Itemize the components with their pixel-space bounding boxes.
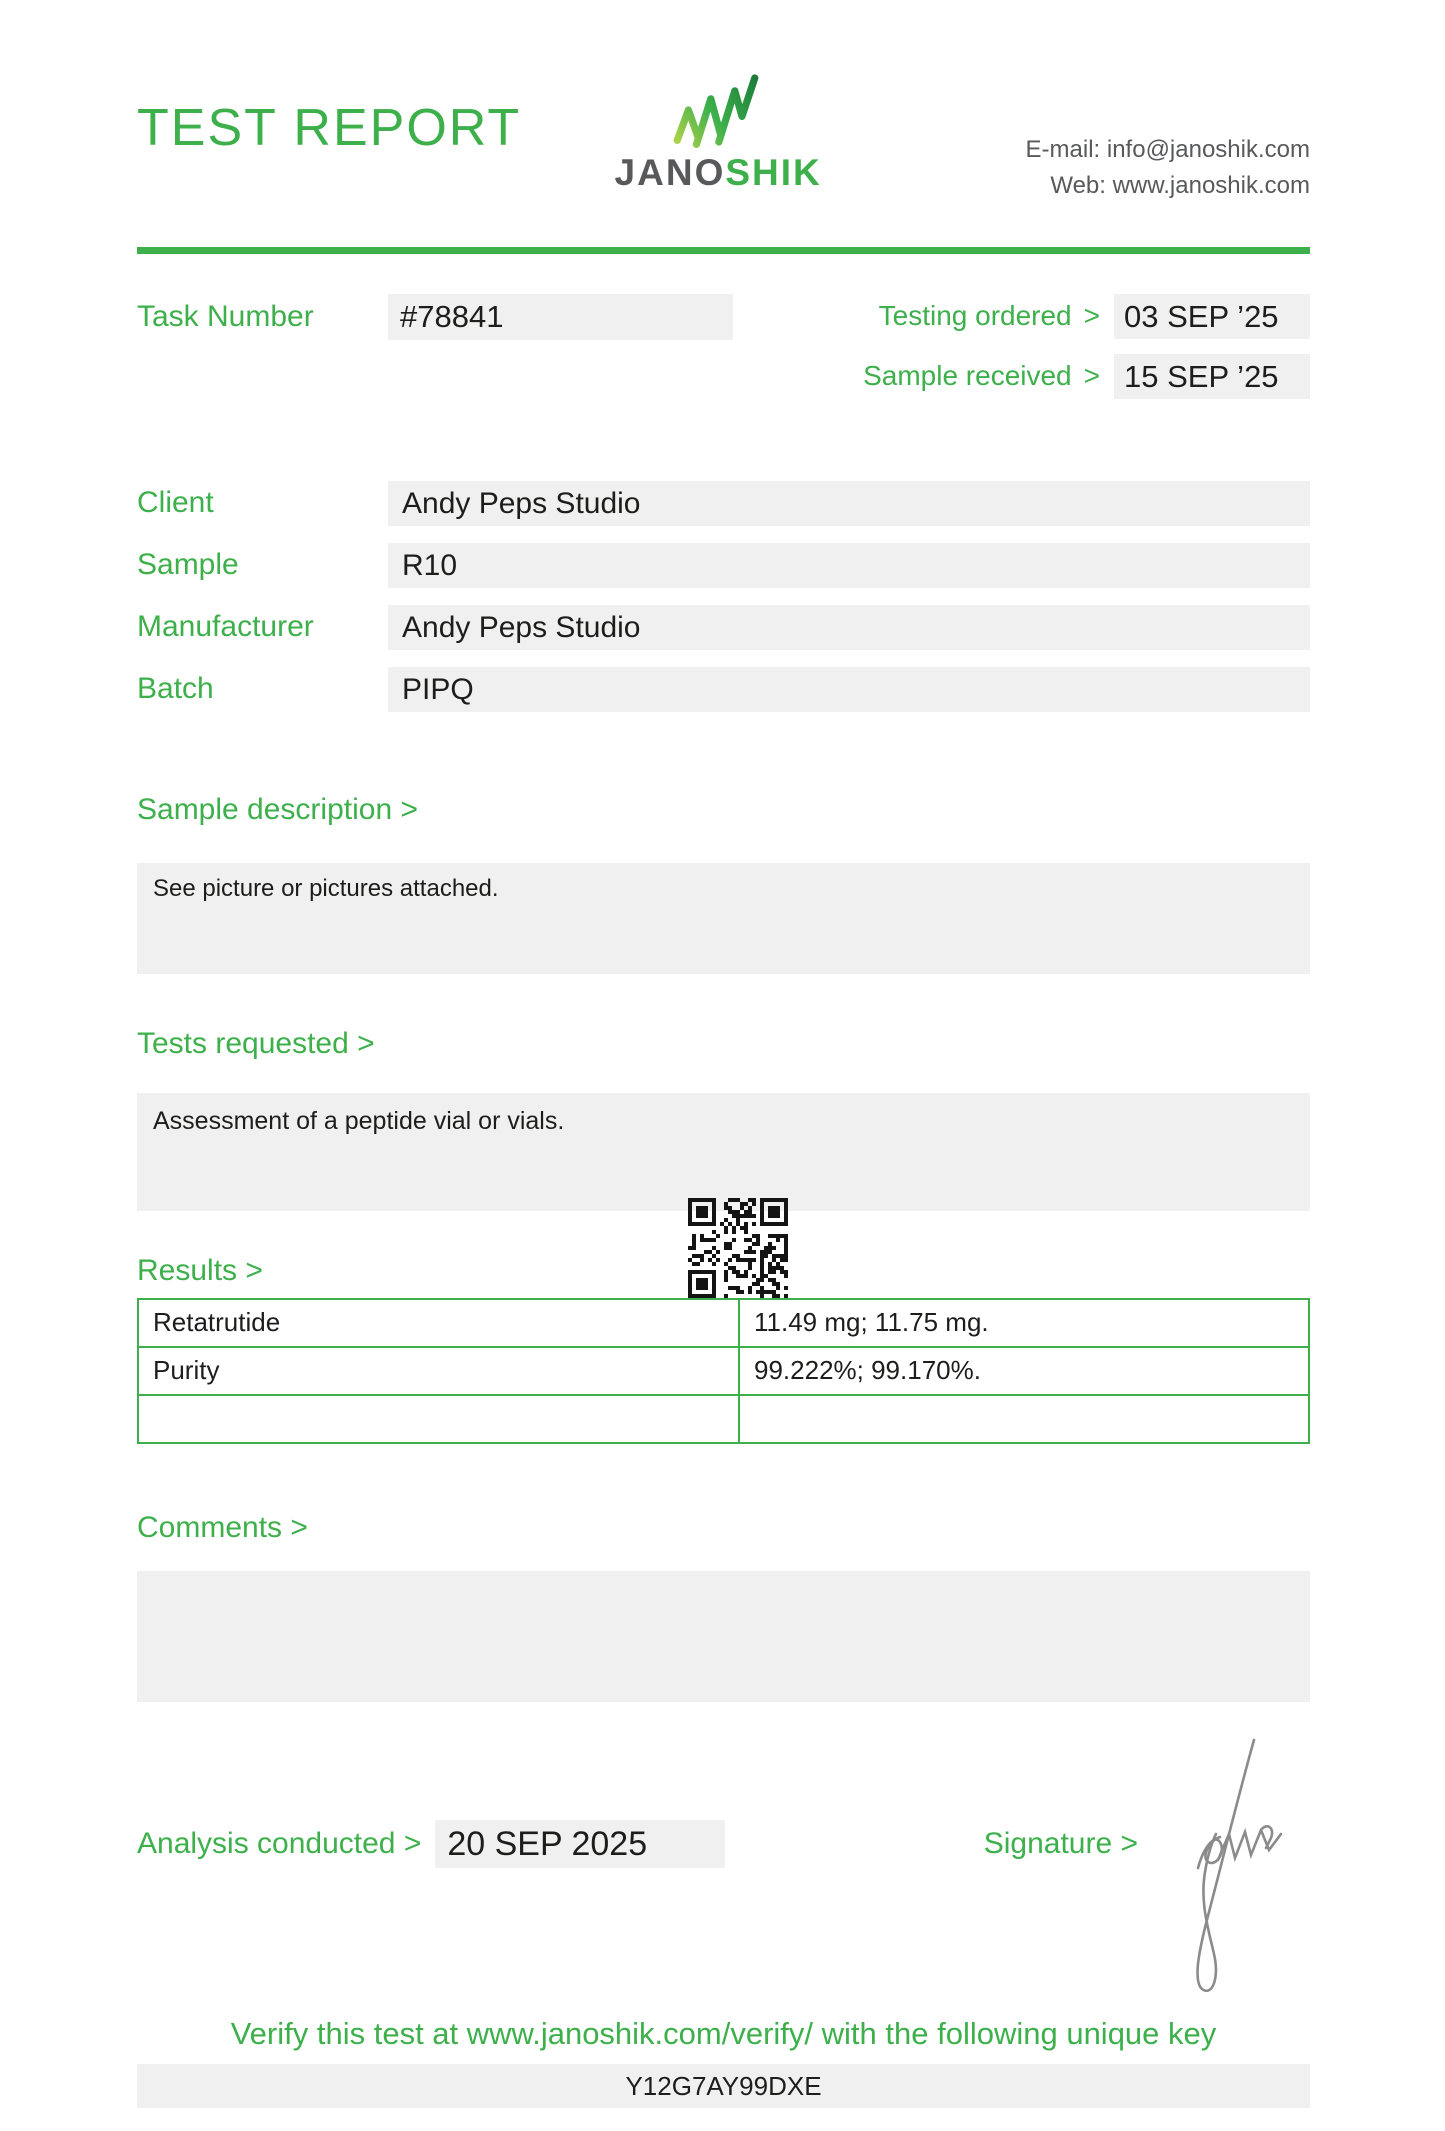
sample-received-value: 15 SEP ’25 (1114, 354, 1310, 399)
page-title: TEST REPORT (137, 99, 522, 157)
table-row (138, 1347, 1309, 1395)
verify-instruction: Verify this test at www.janoshik.com/verify/ with the following unique key (230, 2015, 1217, 2051)
header-divider (137, 247, 1310, 254)
table-row (138, 1299, 1309, 1347)
results-table-wrap (137, 1298, 1310, 1444)
manufacturer-row (137, 605, 1310, 650)
result-name-cell: Retatrutide (138, 1299, 739, 1347)
janoshik-logo (593, 70, 843, 194)
sample-description-heading: Sample description > (137, 792, 418, 826)
batch-label: Batch (137, 672, 214, 706)
qr-code-icon (688, 1198, 788, 1298)
tests-requested-box: Assessment of a peptide vial or vials. (137, 1093, 1310, 1211)
results-heading: Results > (137, 1253, 263, 1287)
janoshik-wordmark (615, 152, 822, 194)
peaks-chart-icon (657, 70, 779, 150)
arrow-glyph: > (1083, 300, 1100, 332)
task-number-field (137, 294, 733, 340)
table-row (138, 1395, 1309, 1443)
result-value-cell: 11.49 mg; 11.75 mg. (739, 1299, 1309, 1347)
info-fields (137, 481, 1310, 712)
testing-ordered-row (863, 294, 1310, 339)
client-value: Andy Peps Studio (388, 481, 1310, 526)
analysis-conducted-label: Analysis conducted > (137, 1826, 422, 1860)
signature-label: Signature > (983, 1826, 1138, 1860)
task-number-value: #78841 (388, 294, 733, 340)
manufacturer-value: Andy Peps Studio (388, 605, 1310, 650)
sample-row (137, 543, 1310, 588)
task-dates-row (137, 294, 1310, 399)
sample-label: Sample (137, 548, 239, 582)
verify-key: Y12G7AY99DXE (137, 2064, 1310, 2108)
arrow-glyph: > (1083, 360, 1100, 392)
analysis-conducted-value: 20 SEP 2025 (435, 1820, 725, 1868)
task-number-label: Task Number (137, 299, 314, 333)
contact-email: E-mail: info@janoshik.com (1025, 136, 1310, 163)
result-value-cell (739, 1395, 1309, 1443)
batch-value: PIPQ (388, 667, 1310, 712)
date-group (863, 294, 1310, 399)
wordmark-green-part: SHIK (725, 152, 822, 193)
results-table (137, 1298, 1310, 1444)
result-name-cell: Purity (138, 1347, 739, 1395)
sample-description-box: See picture or pictures attached. (137, 863, 1310, 974)
comments-heading: Comments > (137, 1510, 308, 1544)
comments-box (137, 1571, 1310, 1702)
wordmark-dark-part: JANO (614, 152, 726, 193)
client-row (137, 481, 1310, 526)
result-name-cell (138, 1395, 739, 1443)
contact-web: Web: www.janoshik.com (1050, 172, 1310, 200)
testing-ordered-label: Testing ordered (878, 300, 1072, 332)
client-label: Client (137, 486, 214, 520)
report-header (137, 0, 1310, 205)
testing-ordered-value: 03 SEP ’25 (1114, 294, 1310, 339)
tests-requested-heading: Tests requested > (137, 1026, 375, 1060)
contact-info (1026, 132, 1310, 205)
sample-value: R10 (388, 543, 1310, 588)
sample-received-row (863, 354, 1310, 399)
result-value-cell: 99.222%; 99.170%. (739, 1347, 1309, 1395)
sample-received-label: Sample received (863, 360, 1072, 392)
analysis-signature-row (137, 1820, 1310, 1868)
manufacturer-label: Manufacturer (137, 610, 314, 644)
handwritten-signature-icon (1142, 1734, 1292, 1998)
batch-row (137, 667, 1310, 712)
